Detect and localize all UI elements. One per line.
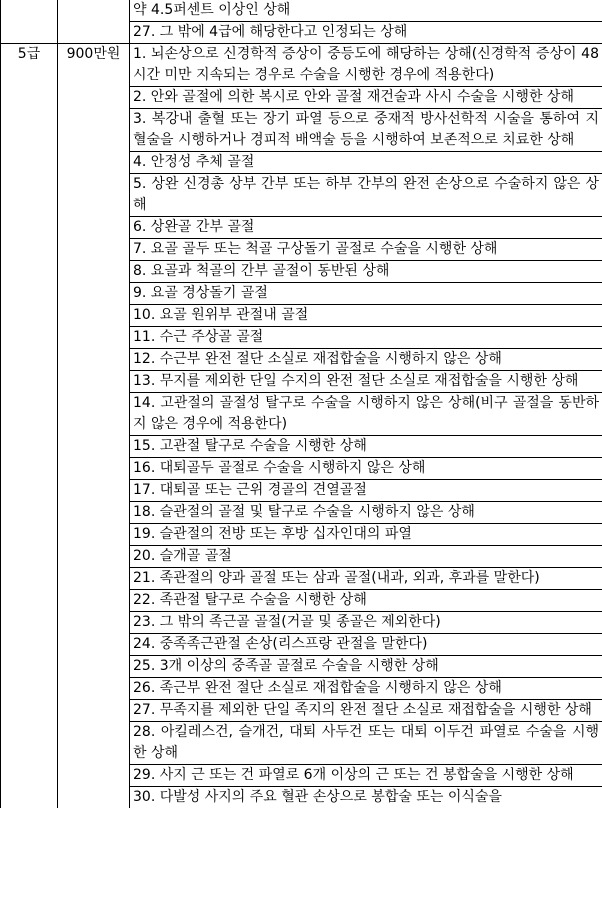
list-item: 16. 대퇴골두 골절로 수술을 시행하지 않은 상해 — [130, 458, 602, 480]
grade-label: 5급 — [1, 44, 58, 809]
list-item: 27. 무족지를 제외한 단일 족지의 완전 절단 소실로 재접합술을 시행한 상해 — [130, 700, 602, 722]
list-item: 10. 요골 원위부 관절내 골절 — [130, 305, 602, 327]
list-item: 3. 복강내 출혈 또는 장기 파열 등으로 중재적 방사선학적 시술을 통하여 지혈술을 시행하거나 경피적 배액술 등을 시행하여 보존적으로 치료한 상해 — [130, 109, 602, 152]
amount-cell-prev — [58, 0, 130, 22]
list-item: 28. 아킬레스건, 슬개건, 대퇴 사두건 또는 대퇴 이두건 파열로 수술을 시행한 상해 — [130, 722, 602, 765]
list-item: 11. 수근 주상골 골절 — [130, 327, 602, 349]
grade-cell-prev — [1, 22, 58, 44]
list-item: 14. 고관절의 골절성 탈구로 수술을 시행하지 않은 상해(비구 골절을 동반하지 않은 경우에 적용한다) — [130, 393, 602, 436]
list-item: 29. 사지 근 또는 건 파열로 6개 이상의 근 또는 건 봉합술을 시행한 상해 — [130, 765, 602, 787]
amount-cell-prev — [58, 22, 130, 44]
list-item: 6. 상완골 간부 골절 — [130, 217, 602, 239]
list-item: 30. 다발성 사지의 주요 혈관 손상으로 봉합술 또는 이식술을 — [130, 787, 602, 809]
list-item: 약 4.5퍼센트 이상인 상해 — [130, 0, 602, 22]
table-row — [1, 0, 602, 22]
list-item: 25. 3개 이상의 중족골 골절로 수술을 시행한 상해 — [130, 656, 602, 678]
list-item: 22. 족관절 탈구로 수술을 시행한 상해 — [130, 590, 602, 612]
table-row — [1, 44, 602, 87]
list-item: 4. 안정성 추체 골절 — [130, 152, 602, 174]
list-item: 18. 슬관절의 골절 및 탈구로 수술을 시행하지 않은 상해 — [130, 502, 602, 524]
list-item: 24. 중족족근관절 손상(리스프랑 관절을 말한다) — [130, 634, 602, 656]
grade-cell-prev — [1, 0, 58, 22]
list-item: 27. 그 밖에 4급에 해당한다고 인정되는 상해 — [130, 22, 602, 44]
list-item: 21. 족관절의 양과 골절 또는 삼과 골절(내과, 외과, 후과를 말한다) — [130, 568, 602, 590]
list-item: 15. 고관절 탈구로 수술을 시행한 상해 — [130, 436, 602, 458]
list-item: 17. 대퇴골 또는 근위 경골의 견열골절 — [130, 480, 602, 502]
list-item: 7. 요골 골두 또는 척골 구상돌기 골절로 수술을 시행한 상해 — [130, 239, 602, 261]
list-item: 9. 요골 경상돌기 골절 — [130, 283, 602, 305]
list-item: 1. 뇌손상으로 신경학적 증상이 중등도에 해당하는 상해(신경학적 증상이 48시간 미만 지속되는 경우로 수술을 시행한 경우에 적용한다) — [130, 44, 602, 87]
list-item: 2. 안와 골절에 의한 복시로 안와 골절 재건술과 사시 수술을 시행한 상해 — [130, 87, 602, 109]
list-item: 13. 무지를 제외한 단일 수지의 완전 절단 소실로 재접합술을 시행한 상해 — [130, 371, 602, 393]
list-item: 20. 슬개골 골절 — [130, 546, 602, 568]
list-item: 8. 요골과 척골의 간부 골절이 동반된 상해 — [130, 261, 602, 283]
grade-amount: 900만원 — [58, 44, 130, 809]
list-item: 19. 슬관절의 전방 또는 후방 십자인대의 파열 — [130, 524, 602, 546]
list-item: 23. 그 밖의 족근골 골절(거골 및 종골은 제외한다) — [130, 612, 602, 634]
list-item: 26. 족근부 완전 절단 소실로 재접합술을 시행하지 않은 상해 — [130, 678, 602, 700]
list-item: 12. 수근부 완전 절단 소실로 재접합술을 시행하지 않은 상해 — [130, 349, 602, 371]
list-item: 5. 상완 신경총 상부 간부 또는 하부 간부의 완전 손상으로 수술하지 않은 상해 — [130, 174, 602, 217]
table-row — [1, 22, 602, 44]
